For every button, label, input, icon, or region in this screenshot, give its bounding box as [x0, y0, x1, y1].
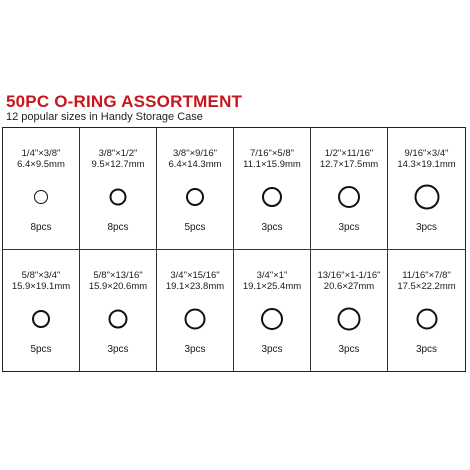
inch-size-label: 5/8"×13/16" — [93, 269, 143, 281]
mm-size-label: 20.6×27mm — [323, 280, 375, 292]
inch-size-label: 9/16"×3/4" — [404, 148, 449, 159]
quantity-label: 5pcs — [184, 222, 206, 233]
quantity-label: 8pcs — [107, 222, 129, 233]
quantity-label: 3pcs — [184, 343, 206, 355]
oring-icon — [109, 309, 128, 328]
inch-size-label: 3/4"×1" — [256, 269, 288, 281]
page-subtitle: 12 popular sizes in Handy Storage Case — [6, 111, 203, 123]
oring-cell — [157, 250, 234, 372]
oring-icon — [262, 187, 282, 207]
quantity-label: 8pcs — [30, 222, 52, 233]
oring-icon — [185, 308, 206, 329]
inch-size-label: 3/4"×15/16" — [170, 269, 220, 281]
oring-icon — [416, 308, 437, 329]
oring-icon — [110, 189, 127, 206]
oring-cell — [157, 128, 234, 250]
oring-cell — [311, 250, 388, 372]
mm-size-label: 6.4×14.3mm — [168, 159, 222, 170]
mm-size-label: 9.5×12.7mm — [91, 159, 145, 170]
mm-size-label: 11.1×15.9mm — [243, 159, 301, 170]
quantity-label: 3pcs — [415, 222, 438, 233]
oring-cell — [388, 250, 465, 372]
oring-cell — [234, 128, 311, 250]
mm-size-label: 17.5×22.2mm — [397, 280, 456, 292]
inch-size-label: 13/16"×1-1/16" — [317, 269, 381, 281]
page-title: 50PC O-RING ASSORTMENT — [6, 92, 243, 111]
mm-size-label: 14.3×19.1mm — [397, 159, 456, 170]
oring-icon — [338, 307, 361, 330]
oring-cell — [388, 128, 465, 250]
quantity-label: 3pcs — [261, 343, 283, 355]
oring-cell — [3, 128, 80, 250]
oring-grid — [2, 127, 466, 372]
oring-cell — [234, 250, 311, 372]
quantity-label: 3pcs — [107, 343, 129, 355]
oring-icon — [338, 186, 360, 208]
quantity-label: 3pcs — [338, 222, 360, 233]
inch-size-label: 3/8"×1/2" — [98, 148, 138, 159]
oring-cell — [311, 128, 388, 250]
inch-size-label: 11/16"×7/8" — [402, 269, 451, 281]
oring-icon — [34, 190, 48, 204]
quantity-label: 3pcs — [338, 343, 360, 355]
oring-cell — [3, 250, 80, 372]
mm-size-label: 15.9×19.1mm — [11, 280, 71, 292]
quantity-label: 5pcs — [30, 343, 52, 355]
oring-icon — [32, 310, 50, 328]
oring-cell — [80, 128, 157, 250]
mm-size-label: 6.4×9.5mm — [17, 159, 65, 170]
inch-size-label: 5/8"×3/4" — [21, 269, 61, 281]
quantity-label: 3pcs — [415, 343, 438, 355]
quantity-label: 3pcs — [261, 222, 283, 233]
inch-size-label: 1/4"×3/8" — [21, 148, 61, 159]
oring-icon — [186, 188, 204, 206]
inch-size-label: 7/16"×5/8" — [250, 148, 294, 159]
oring-icon — [414, 185, 439, 210]
mm-size-label: 15.9×20.6mm — [88, 280, 148, 292]
oring-icon — [261, 308, 283, 330]
oring-cell — [80, 250, 157, 372]
mm-size-label: 19.1×23.8mm — [165, 280, 225, 292]
inch-size-label: 1/2"×11/16" — [324, 148, 374, 159]
mm-size-label: 19.1×25.4mm — [242, 280, 302, 292]
inch-size-label: 3/8"×9/16" — [173, 148, 217, 159]
mm-size-label: 12.7×17.5mm — [319, 159, 379, 170]
